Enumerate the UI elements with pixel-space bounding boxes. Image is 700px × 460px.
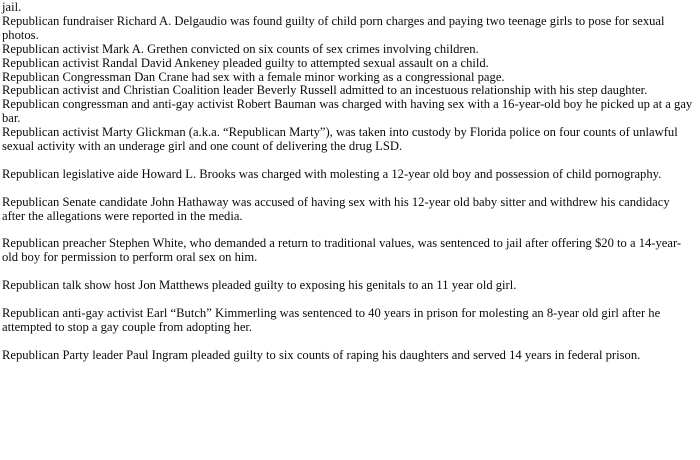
paragraph: jail. — [2, 0, 22, 14]
paragraph: Republican fundraiser Richard A. Delgaudio was found guilty of child porn charges and paying two teenage girls to pose for sexual photos. — [2, 13, 665, 42]
paragraph: Republican anti-gay activist Earl “Butch” Kimmerling was sentenced to 40 years in prison for molesting an 8-year old girl after he attempted to stop a gay couple from adopting her. — [2, 305, 661, 334]
paragraph: Republican legislative aide Howard L. Brooks was charged with molesting a 12-year old boy and possession of child pornography. — [2, 166, 662, 181]
paragraph: Republican Party leader Paul Ingram pleaded guilty to six counts of raping his daughters and served 14 years in federal prison. — [2, 347, 641, 362]
paragraph: Republican activist Marty Glickman (a.k.a. “Republican Marty”), was taken into custody by Florida police on four counts of unlawful sexual activity with an underage girl and one count of delivering the drug LSD. — [2, 125, 678, 154]
paragraph: Republican activist Mark A. Grethen convicted on six counts of sex crimes involving children. — [2, 41, 479, 56]
paragraph: Republican Senate candidate John Hathaway was accused of having sex with his 12-year old baby sitter and withdrew his candidacy after the allegations were reported in the media. — [2, 194, 670, 223]
paragraph: Republican Congressman Dan Crane had sex with a female minor working as a congressional page. — [2, 69, 505, 84]
document-text-body — [2, 1, 694, 362]
paragraph: Republican talk show host Jon Matthews pleaded guilty to exposing his genitals to an 11 year old girl. — [2, 278, 517, 293]
paragraph: Republican activist and Christian Coalition leader Beverly Russell admitted to an incestuous relationship with his step daughter. — [2, 83, 648, 98]
paragraph: Republican congressman and anti-gay activist Robert Bauman was charged with having sex with a 16-year-old boy he picked up at a gay bar. — [2, 97, 693, 126]
paragraph: Republican activist Randal David Ankeney pleaded guilty to attempted sexual assault on a child. — [2, 55, 489, 70]
paragraph: Republican preacher Stephen White, who demanded a return to traditional values, was sentenced to jail after offering $20 to a 14-year-old boy for permission to perform oral sex on him. — [2, 236, 682, 265]
